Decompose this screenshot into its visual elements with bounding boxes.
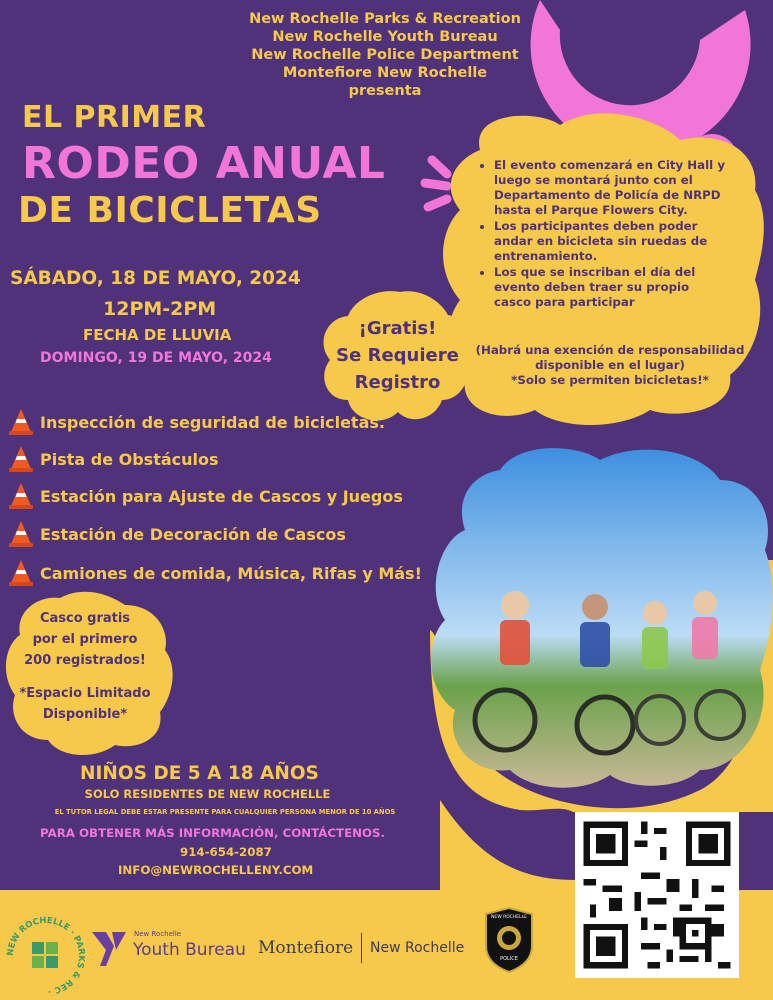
- free-line-2: Se Requiere: [336, 345, 459, 366]
- helmet-line: *Espacio Limitado: [19, 686, 151, 701]
- police-top-text: NEW ROCHELLE: [491, 915, 527, 920]
- montefiore-logo: Montefiore: [258, 938, 354, 958]
- parks-ring-text: NEW ROCHELLE · PARKS & REC ·: [5, 915, 87, 996]
- guardian-note: EL TUTOR LEGAL DEBE ESTAR PRESENTE PARA CUALQUIER PERSONA MENOR DE 10 AÑOS: [54, 808, 396, 816]
- bikes-only-note: *Solo se permiten bicicletas!*: [511, 373, 709, 387]
- free-line-1: ¡Gratis!: [358, 318, 437, 339]
- traffic-cone-icon: [8, 559, 34, 587]
- organizer-police: New Rochelle Police Department: [251, 47, 519, 63]
- presenta-text: presenta: [348, 83, 422, 99]
- info-point: • El evento comenzará en City Hall y luego se montará junto con el Departamento de Policía de NRPD hasta el Parque Flowers City.: [494, 158, 728, 218]
- info-point: • Los que se inscriban el día del evento deben traer su propio casco para participar: [494, 265, 728, 310]
- parks-rec-logo: [4, 914, 88, 998]
- info-note: [470, 343, 750, 388]
- youth-bureau-small: New Rochelle: [134, 930, 182, 938]
- free-registration-badge: [335, 315, 460, 396]
- organizer-youth: New Rochelle Youth Bureau: [272, 29, 498, 45]
- feature-item: [8, 520, 346, 548]
- event-date: SÁBADO, 18 DE MAYO, 2024: [10, 268, 301, 289]
- feature-label: Estación de Decoración de Cascos: [40, 524, 346, 544]
- residents-only: SOLO RESIDENTES DE NEW ROCHELLE: [84, 787, 331, 801]
- traffic-cone-icon: [8, 520, 34, 548]
- feature-label: Camiones de comida, Música, Rifas y Más!: [40, 563, 422, 583]
- event-time: 12PM-2PM: [103, 298, 217, 320]
- helmet-line: por el primero: [32, 632, 138, 647]
- age-range: NIÑOS DE 5 A 18 AÑOS: [80, 763, 319, 784]
- rain-date: DOMINGO, 19 DE MAYO, 2024: [40, 350, 272, 366]
- qr-code[interactable]: [575, 812, 739, 978]
- feature-label: Estación para Ajuste de Cascos y Juegos: [40, 486, 403, 506]
- police-badge-icon: [482, 906, 536, 974]
- police-bottom-text: POLICE: [500, 956, 518, 962]
- feature-item: [8, 559, 422, 587]
- contact-phone[interactable]: 914-654-2087: [180, 845, 272, 859]
- event-info-list: [478, 158, 728, 311]
- svg-text:NEW ROCHELLE · PARKS & REC ·: [6, 916, 86, 996]
- youth-bureau-mark-icon: [92, 932, 126, 966]
- youth-bureau-name: Youth Bureau: [133, 940, 246, 960]
- feature-label: Inspección de seguridad de bicicletas.: [40, 412, 385, 432]
- feature-item: [8, 445, 219, 473]
- feature-item: [8, 408, 385, 436]
- organizer-montefiore: Montefiore New Rochelle: [282, 65, 488, 81]
- logo-divider: [361, 933, 362, 963]
- title-line-3: DE BICICLETAS: [18, 190, 322, 231]
- title-line-1: EL PRIMER: [22, 100, 207, 135]
- organizer-parks: New Rochelle Parks & Recreation: [249, 11, 521, 27]
- organizers-block: [200, 10, 570, 100]
- pink-accent-shape: [425, 160, 447, 207]
- helmet-offer: [10, 608, 160, 725]
- traffic-cone-icon: [8, 408, 34, 436]
- contact-email[interactable]: INFO@NEWROCHELLENY.COM: [118, 863, 314, 877]
- traffic-cone-icon: [8, 482, 34, 510]
- rain-date-label: FECHA DE LLUVIA: [83, 326, 232, 344]
- traffic-cone-icon: [8, 445, 34, 473]
- helmet-line: Casco gratis: [39, 611, 131, 626]
- feature-item: [8, 482, 403, 510]
- helmet-line: 200 registrados!: [24, 653, 146, 668]
- contact-prompt: PARA OBTENER MÁS INFORMACIÓN, CONTÁCTENOS.: [40, 826, 386, 840]
- free-line-3: Registro: [354, 372, 441, 393]
- montefiore-city: New Rochelle: [370, 940, 465, 956]
- qr-code-icon: [577, 814, 737, 976]
- yellow-bottom-shape: [440, 800, 575, 890]
- info-point: • Los participantes deben poder andar en bicicleta sin ruedas de entrenamiento.: [494, 219, 728, 264]
- waiver-note: (Habrá una exención de responsabilidad disponible en el lugar): [475, 343, 745, 372]
- feature-label: Pista de Obstáculos: [40, 449, 219, 469]
- title-line-2: RODEO ANUAL: [22, 138, 386, 189]
- helmet-line: Disponible*: [42, 707, 128, 722]
